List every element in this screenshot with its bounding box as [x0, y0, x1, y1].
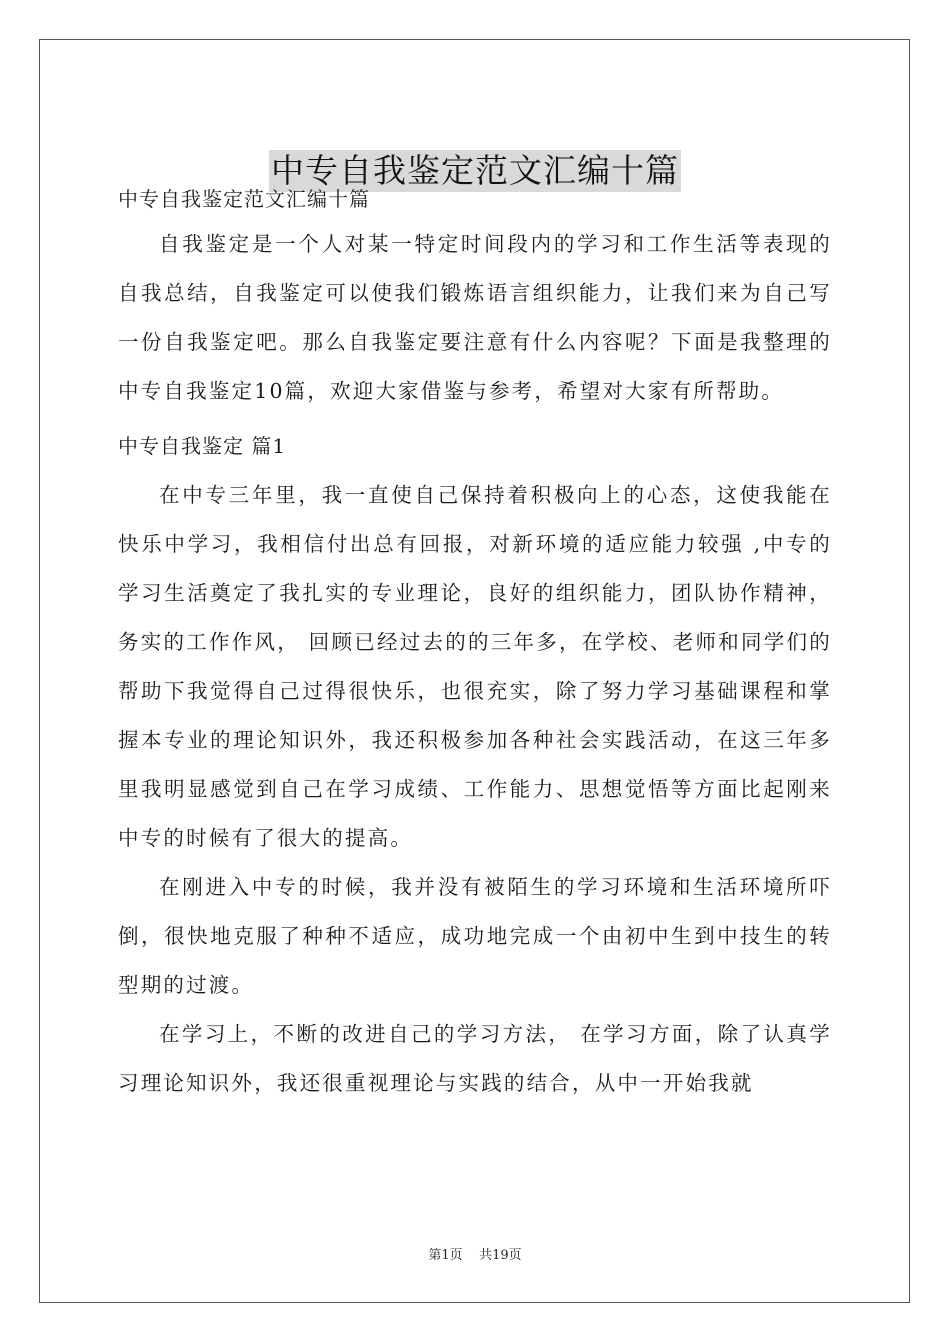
body-paragraph: 在学习上，不断的改进自己的学习方法， 在学习方面，除了认真学习理论知识外，我还很重视理论与实践的结合，从中一开始我就	[118, 1022, 832, 1095]
document-title: 中专自我鉴定范文汇编十篇	[271, 151, 679, 191]
document-body	[118, 181, 832, 1108]
body-paragraph: 在刚进入中专的时候，我并没有被陌生的学习环境和生活环境所吓倒，很快地克服了种种不适应，成功地完成一个由初中生到中技生的转型期的过渡。	[118, 875, 832, 997]
page-total: 共19页	[479, 1248, 522, 1263]
page-footer	[0, 1244, 950, 1263]
intro-paragraph: 自我鉴定是一个人对某一特定时间段内的学习和工作生活等表现的自我总结，自我鉴定可以使我们锻炼语言组织能力，让我们来为自己写一份自我鉴定吧。那么自我鉴定要注意有什么内容呢？下面是我整理的中专自我鉴定10篇，欢迎大家借鉴与参考，希望对大家有所帮助。	[118, 232, 832, 403]
page-number: 第1页	[428, 1248, 463, 1263]
body-paragraph: 在中专三年里，我一直使自己保持着积极向上的心态，这使我能在快乐中学习，我相信付出总有回报，对新环境的适应能力较强 ,中专的学习生活奠定了我扎实的专业理论，良好的组织能力，团队协作精神，务实的工作作风， 回顾已经过去的的三年多，在学校、老师和同学们的帮助下我觉得自己过得很快乐，也很充实，除了努力学习基础课程和掌握本专业的理论知识外，我还积极参加各种社会实践活动，在这三年多里我明显感觉到自己在学习成绩、工作能力、思想觉悟等方面比起刚来中专的时候有了很大的提高。	[118, 483, 832, 850]
document-subtitle: 中专自我鉴定范文汇编十篇	[118, 187, 370, 211]
section-heading: 中专自我鉴定 篇1	[118, 434, 287, 458]
